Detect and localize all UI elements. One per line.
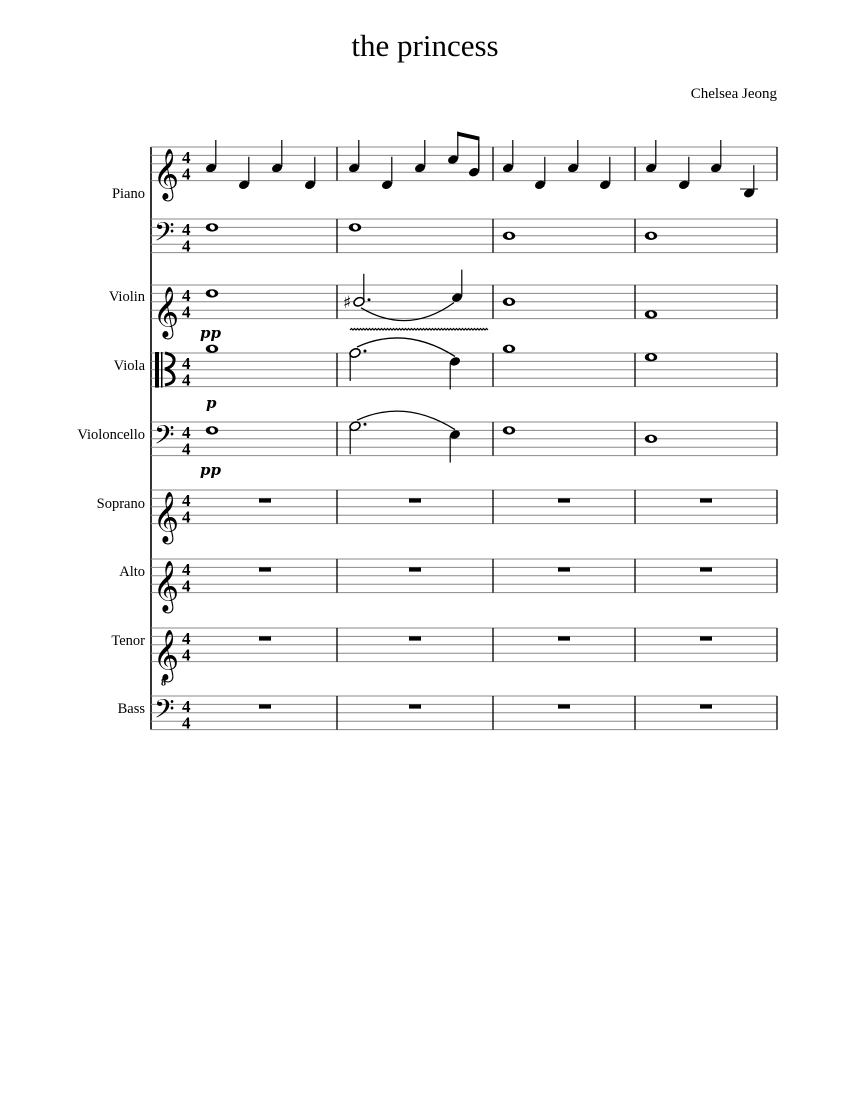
staff-soprano (151, 461, 777, 545)
note (503, 426, 515, 434)
time-signature (182, 491, 191, 527)
staff-piano-treble (151, 132, 777, 202)
svg-text:4: 4 (182, 285, 191, 305)
time-signature (182, 220, 191, 256)
svg-text:𝄢: 𝄢 (154, 693, 175, 732)
staff-bass (151, 693, 777, 732)
note (645, 140, 658, 174)
svg-text:4: 4 (182, 164, 191, 184)
note (349, 347, 367, 381)
whole-rest (558, 498, 570, 502)
note (534, 157, 547, 191)
note (503, 298, 515, 306)
note (645, 232, 657, 240)
time-signature (182, 286, 191, 322)
note (206, 289, 218, 297)
note (503, 345, 515, 353)
treble-clef-icon (153, 287, 179, 340)
treble-clef-icon (153, 492, 179, 545)
time-signature (182, 560, 191, 596)
note (451, 270, 464, 304)
slur (357, 411, 455, 429)
bass-clef-icon (154, 693, 175, 731)
note (381, 157, 394, 191)
bass-clef-icon (154, 419, 175, 457)
whole-rest (259, 498, 271, 502)
svg-text:𝄞: 𝄞 (153, 629, 180, 681)
note (348, 140, 361, 174)
whole-rest (409, 704, 421, 708)
svg-text:4: 4 (182, 490, 191, 510)
slur (361, 303, 454, 321)
svg-text:4: 4 (182, 713, 191, 733)
beam (457, 132, 479, 141)
instrument-label-tenor: Tenor (111, 633, 145, 649)
note (205, 140, 218, 174)
svg-text:8: 8 (161, 677, 166, 689)
note (304, 157, 317, 191)
svg-text:4: 4 (182, 147, 191, 167)
whole-rest (558, 636, 570, 640)
note (206, 426, 218, 434)
dynamic-marking: pp (200, 461, 221, 479)
svg-text:4: 4 (182, 370, 191, 390)
svg-text:4: 4 (182, 422, 191, 442)
whole-rest (409, 567, 421, 571)
note (678, 157, 691, 191)
note (414, 140, 427, 174)
whole-rest (700, 636, 712, 640)
whole-rest (259, 567, 271, 571)
note (449, 356, 462, 390)
whole-rest (259, 704, 271, 708)
svg-text:𝄞: 𝄞 (153, 491, 180, 543)
whole-rest (700, 498, 712, 502)
staff-viola (151, 324, 777, 390)
instrument-label-piano-treble: Piano (111, 186, 145, 202)
svg-text:4: 4 (182, 645, 191, 665)
whole-rest (409, 498, 421, 502)
instrument-label-viola: Viola (113, 358, 145, 374)
treble-clef-icon (153, 149, 179, 202)
svg-text:4: 4 (182, 439, 191, 459)
dynamic-marking: p (206, 394, 217, 412)
svg-text:4: 4 (182, 507, 191, 527)
dynamic-marking: pp (200, 324, 221, 342)
staff-violin (151, 270, 777, 340)
svg-text:4: 4 (182, 236, 191, 256)
instrument-label-alto: Alto (119, 564, 145, 580)
svg-text:𝄞: 𝄞 (153, 560, 180, 612)
svg-text:4: 4 (182, 219, 191, 239)
svg-text:♯: ♯ (343, 292, 352, 313)
time-signature (182, 148, 191, 184)
whole-rest (558, 704, 570, 708)
note (447, 132, 460, 166)
instrument-label-violoncello: Violoncello (77, 427, 145, 443)
note (567, 140, 580, 174)
note (449, 429, 462, 463)
staff-piano-bass (151, 216, 777, 255)
note (206, 223, 218, 231)
time-signature (182, 354, 191, 390)
svg-text:4: 4 (182, 559, 191, 579)
note (349, 420, 367, 454)
note (206, 345, 218, 353)
instrument-label-violin: Violin (108, 289, 145, 305)
note (645, 353, 657, 361)
svg-text:𝄞: 𝄞 (153, 148, 180, 200)
whole-rest (259, 636, 271, 640)
time-signature (182, 629, 191, 665)
treble-clef-icon (153, 630, 179, 689)
svg-text:4: 4 (182, 696, 191, 716)
note (349, 223, 361, 231)
staff-alto (151, 559, 777, 614)
composer-name: Chelsea Jeong (690, 86, 777, 102)
instrument-label-bass: Bass (117, 701, 145, 717)
note (740, 165, 758, 199)
svg-text:4: 4 (182, 302, 191, 322)
svg-text:4: 4 (182, 353, 191, 373)
note (645, 310, 657, 318)
note (238, 157, 251, 191)
instrument-label-soprano: Soprano (96, 496, 145, 512)
note (271, 140, 284, 174)
bass-clef-icon (154, 216, 175, 254)
note (645, 435, 657, 443)
note (457, 132, 480, 178)
whole-rest (558, 567, 570, 571)
note (503, 232, 515, 240)
note (599, 157, 612, 191)
score-title: the princess (351, 28, 499, 63)
staff-tenor (151, 628, 777, 689)
time-signature (182, 423, 191, 459)
treble-clef-icon (153, 561, 179, 614)
whole-rest (409, 636, 421, 640)
whole-rest (700, 567, 712, 571)
note (502, 140, 515, 174)
svg-text:4: 4 (182, 576, 191, 596)
slur (357, 338, 455, 356)
svg-text:𝄞: 𝄞 (153, 286, 180, 338)
trill-wavy-line (350, 329, 488, 331)
svg-text:𝄢: 𝄢 (154, 216, 175, 255)
svg-text:4: 4 (182, 628, 191, 648)
svg-text:𝄢: 𝄢 (154, 419, 175, 458)
staff-violoncello (151, 394, 777, 463)
time-signature (182, 697, 191, 733)
note (710, 140, 723, 174)
whole-rest (700, 704, 712, 708)
